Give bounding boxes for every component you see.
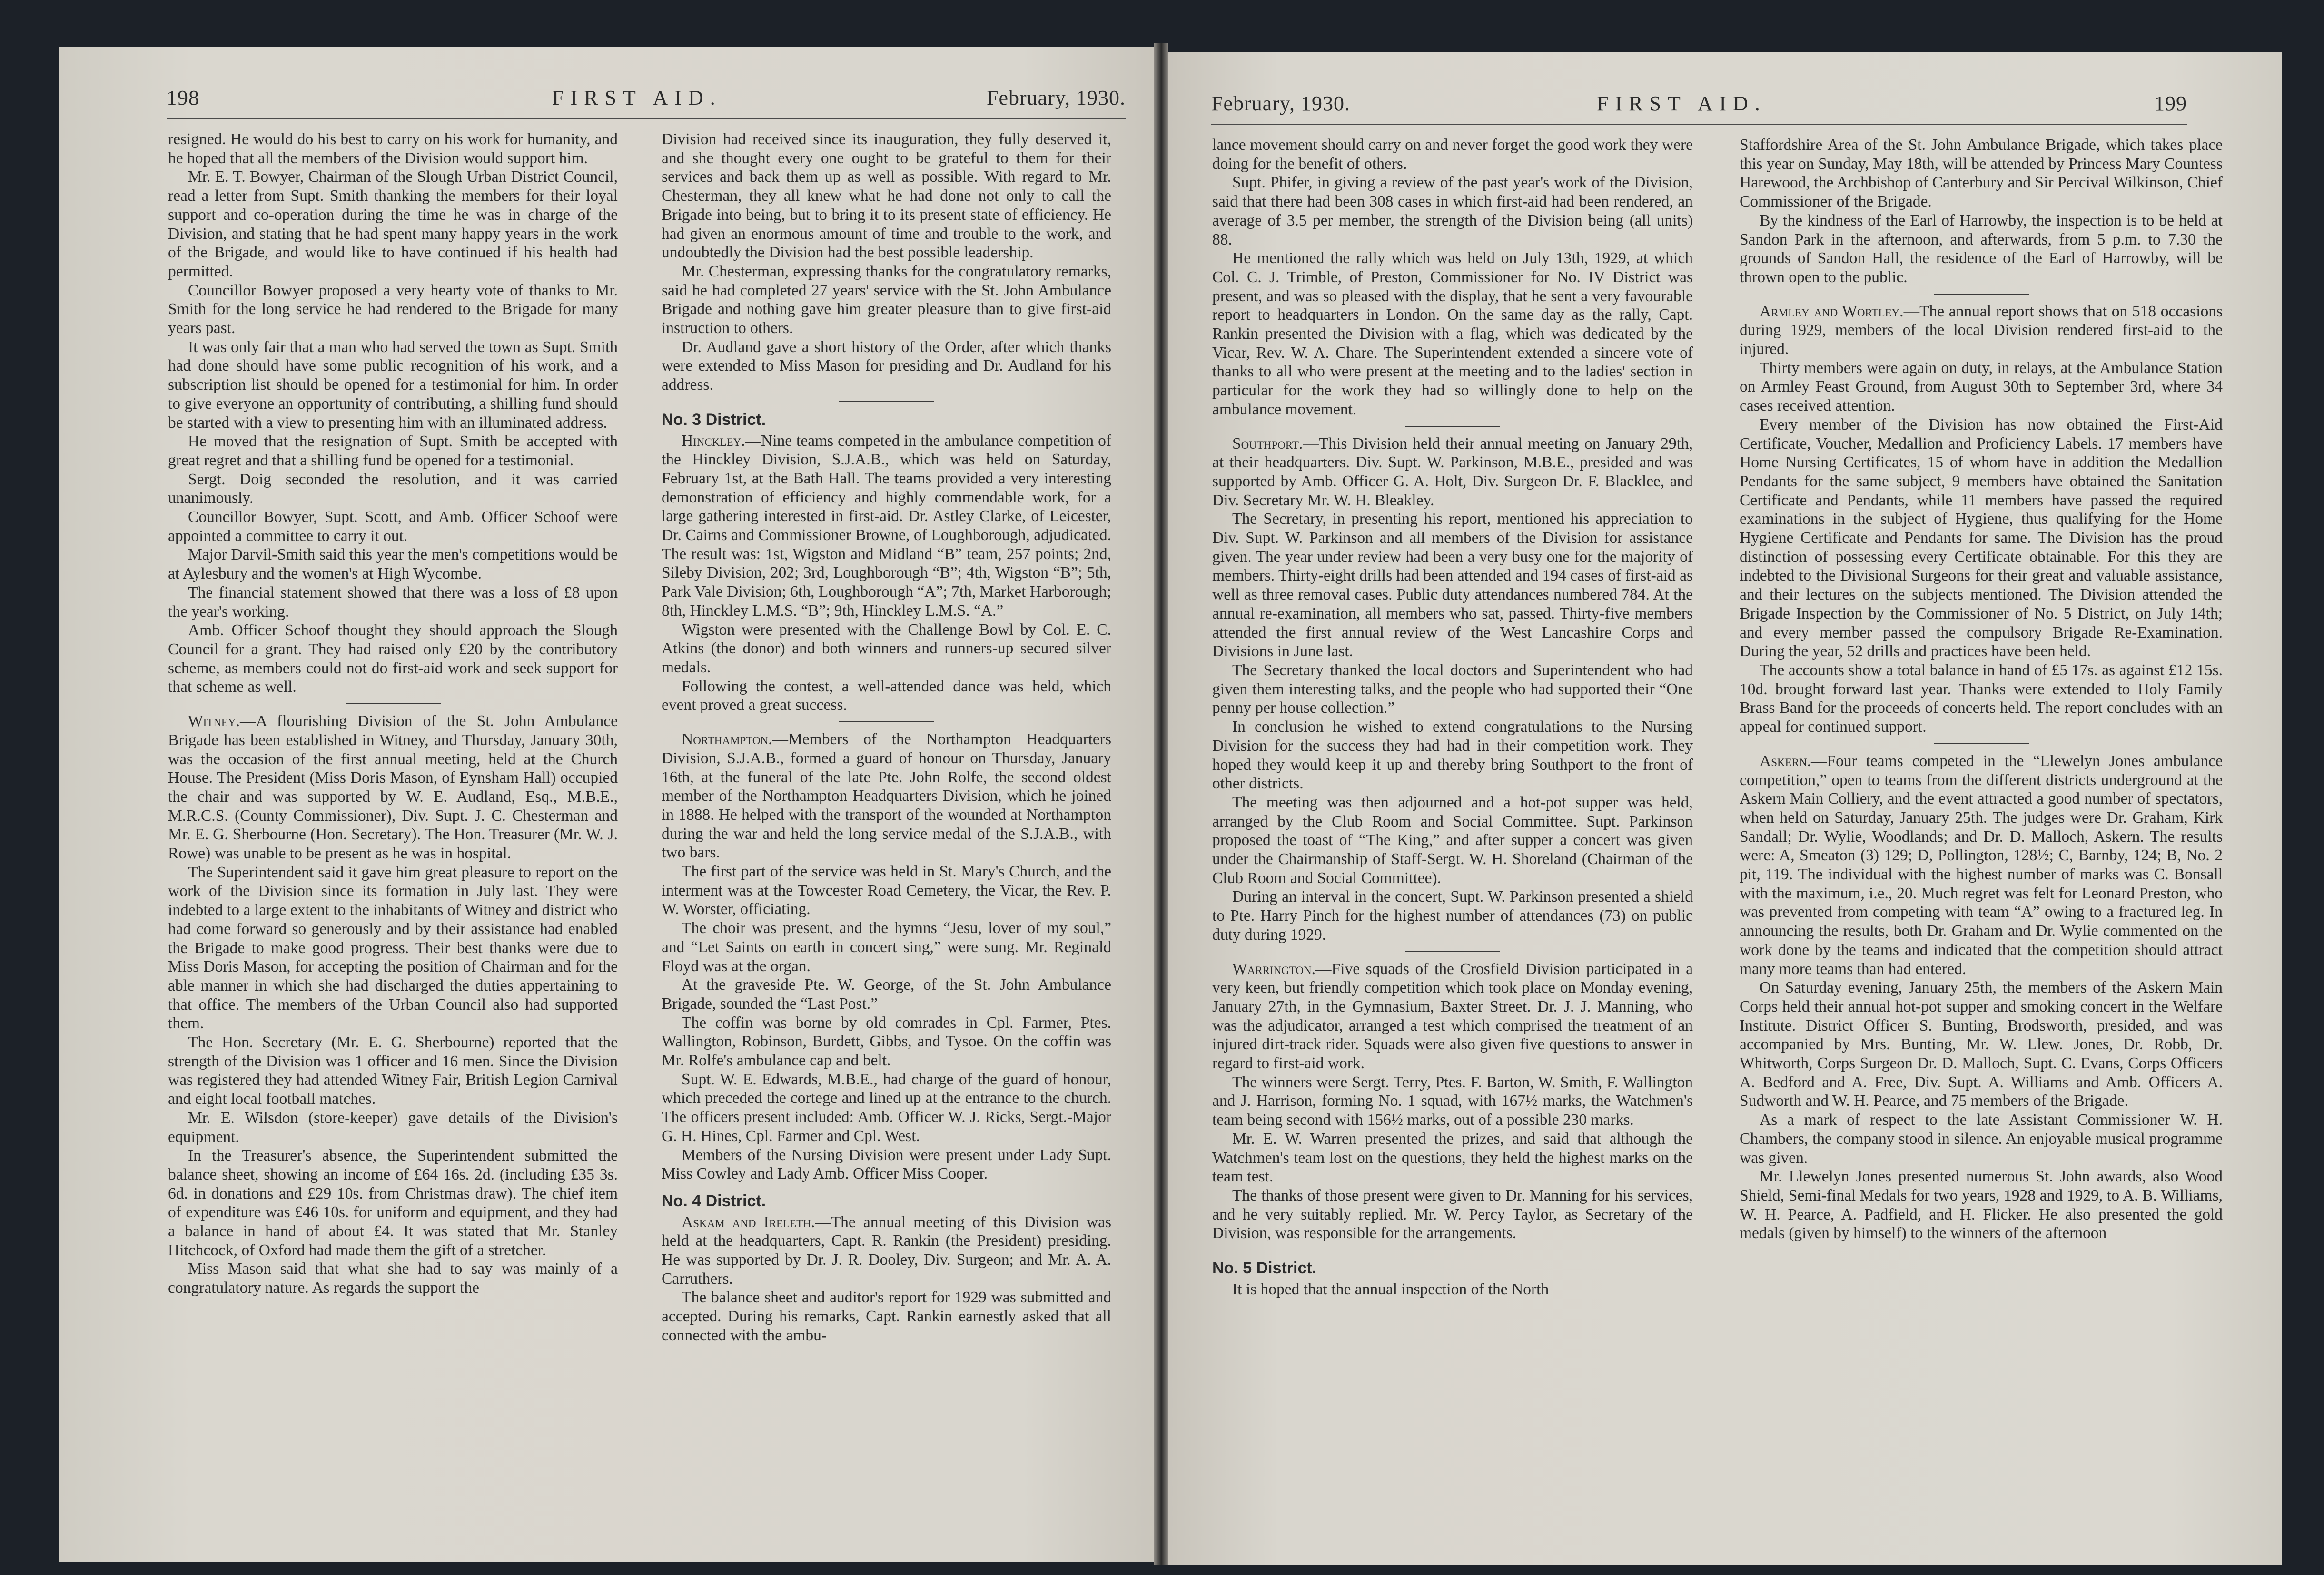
section-rule (1934, 743, 2029, 744)
paragraph: Sergt. Doig seconded the resolution, and it was carried unanimously. (168, 470, 618, 507)
paragraph: It is hoped that the annual inspection of the North (1232, 1280, 1549, 1298)
paragraph: The Secretary thanked the local doctors and Superintendent who had given them interesting talks, and the people who had supported their “One penny per house collection.” (1212, 661, 1693, 717)
paragraph: The first part of the service was held in St. Mary's Church, and the interment was at the Towcester Road Cemetery, the Vicar, the Rev. P. W. Worster, officiating. (662, 863, 1111, 918)
paragraph: Mr. E. W. Warren presented the prizes, and said that although the Watchmen's team lost on the questions, they held the highest marks on the team test. (1212, 1130, 1693, 1186)
place-heading: Askam and Ireleth. (682, 1213, 815, 1231)
paragraph: Hinckley.—Nine teams competed in the ambulance competition of the Hinckley Division, S.J.A.B., which was held on Saturday, February 1st, at the Bath Hall. The teams provided a very interesting demonstration of efficiency and highly commendable work, for a large gathering interested in first-aid. Dr. Astley Clarke, of Leicester, Dr. Cairns and Commissioner Browne, of Loughborough, adjudicated. The result was: 1st, Wigston and Midland “B” team, 257 points; 2nd, Sileby Division, 202; 3rd, Loughborough “B”; 4th, Wigston “B”; 5th, Park Vale Division; 6th, Loughborough “A”; 7th, Market Harborough; 8th, Hinckley L.M.S. “B”; 9th, Hinckley L.M.S. “A.” (662, 432, 1111, 620)
paragraph: Major Darvil-Smith said this year the men's competitions would be at Aylesbury and the women's at High Wycombe. (168, 546, 618, 583)
place-heading: Armley and Wortley. (1760, 302, 1904, 320)
paragraph: lance movement should carry on and never forget the good work they were doing for the benefit of others. (1212, 136, 1693, 173)
right-column-1 (1212, 136, 1693, 1299)
paragraph: The winners were Sergt. Terry, Ptes. F. Barton, W. Smith, F. Wallington and J. Harrison, forming No. 1 squad, with 167½ marks, the Watchmen's team being second with 156½ marks, out of a possible 230 marks. (1212, 1073, 1693, 1129)
paragraph: Members of the Nursing Division were present under Lady Supt. Miss Cowley and Lady Amb. Officer Miss Cooper. (662, 1146, 1111, 1183)
paragraph: On Saturday evening, January 25th, the members of the Askern Main Corps held their annual hot-pot supper and smoking concert in the Welfare Institute. District Officer S. Bunting, Brodsworth, presided, and was accompanied by Mrs. Bunting, Mr. W. Llew. Jones, Dr. Robb, Dr. Whitworth, Corps Surgeon Dr. D. Malloch, Supt. C. Evans, Corps Officers A. Bedford and A. Free, Div. Supt. A. Williams and Amb. Officers A. Sudworth and W. H. Pearce, and 75 members of the Brigade. (1740, 979, 2223, 1110)
book-gutter (1154, 43, 1168, 1565)
paragraph: Supt. W. E. Edwards, M.B.E., had charge of the guard of honour, which preceded the cortege and lined up at the entrance to the church. The officers present included: Amb. Officer W. J. Ricks, Sergt.-Major G. H. Hines, Cpl. Farmer and Cpl. West. (662, 1070, 1111, 1145)
issue-date: February, 1930. (987, 86, 1126, 109)
paragraph: The Hon. Secretary (Mr. E. G. Sherbourne) reported that the strength of the Division was 1 officer and 16 men. Since the Division was registered they had attended Witney Fair, British Legion Carnival and eight local football matches. (168, 1034, 618, 1108)
section-rule (1934, 294, 2029, 295)
right-page (1168, 52, 2282, 1565)
district-heading: No. 4 District. (662, 1191, 766, 1210)
paragraph: Wigston were presented with the Challenge Bowl by Col. E. C. Atkins (the donor) and both winners and runners-up secured silver medals. (662, 620, 1111, 676)
paragraph: Councillor Bowyer proposed a very hearty vote of thanks to Mr. Smith for the long service he had rendered to the Brigade for many years past. (168, 281, 618, 337)
section-rule (1405, 426, 1500, 427)
paragraph: The thanks of those present were given to Dr. Manning for his services, and he very suitably replied. Mr. W. Percy Taylor, as Secretary of the Division, was responsible for the arrangements. (1212, 1186, 1693, 1242)
paragraph: The balance sheet and auditor's report for 1929 was submitted and accepted. During his remarks, Capt. Rankin earnestly asked that all connected with the ambu- (662, 1289, 1111, 1344)
paragraph: By the kindness of the Earl of Harrowby, the inspection is to be held at Sandon Park in the afternoon, and afterwards, from 5 p.m. to 7.30 the grounds of Sandon Hall, the residence of the Earl of Harrowby, will be thrown open to the public. (1740, 211, 2223, 286)
paragraph: During an interval in the concert, Supt. W. Parkinson presented a shield to Pte. Harry Pinch for the highest number of attendances (73) on public duty during 1929. (1212, 888, 1693, 944)
paragraph: Warrington.—Five squads of the Crosfield Division participated in a very keen, but friendly competition which took place on Monday evening, January 27th, in the Gymnasium, Baxter Street. Dr. J. J. Manning, who was the adjudicator, arranged a test which comprised the treatment of an injured dirt-track rider. Squads were also given five questions to answer in regard to first-aid work. (1212, 960, 1693, 1073)
paragraph: Mr. E. Wilsdon (store-keeper) gave details of the Division's equipment. (168, 1109, 618, 1146)
left-page (59, 47, 1154, 1562)
paragraph: resigned. He would do his best to carry on his work for humanity, and he hoped that all the members of the Division would support him. (168, 130, 618, 167)
place-heading: Askern. (1760, 752, 1811, 770)
district-heading: No. 3 District. (662, 410, 766, 429)
running-title: FIRST AID. (552, 86, 722, 109)
left-column-1 (168, 130, 618, 1298)
paragraph: At the graveside Pte. W. George, of the St. John Ambulance Brigade, sounded the “Last Post.” (662, 976, 1111, 1013)
paragraph: In the Treasurer's absence, the Superintendent submitted the balance sheet, showing an income of £64 16s. 2d. (including £35 3s. 6d. in donations and £29 10s. from Christmas draw). The chief item of expenditure was £46 10s. for uniform and equipment, and they had a balance in hand of about £4. It was stated that Mr. Stanley Hitchcock, of Oxford had made them the gift of a stretcher. (168, 1147, 618, 1259)
paragraph: Southport.—This Division held their annual meeting on January 29th, at their headquarters. Div. Supt. W. Parkinson, M.B.E., presided and was supported by Amb. Officer G. A. Holt, Div. Surgeon Dr. F. Blacklee, and Div. Secretary Mr. W. H. Bleakley. (1212, 434, 1693, 509)
paragraph: Dr. Audland gave a short history of the Order, after which thanks were extended to Miss Mason for presiding and Dr. Audland for his address. (662, 338, 1111, 394)
paragraph: The accounts show a total balance in hand of £5 17s. as against £12 15s. 10d. brought forward last year. Thanks were extended to Holy Family Brass Band for the proceeds of concerts held. The report concludes with an appeal for continued support. (1740, 661, 2223, 736)
paragraph: Mr. E. T. Bowyer, Chairman of the Slough Urban District Council, read a letter from Supt. Smith thanking the members for their loyal support and co-operation during the time he was in charge of the Division, and stating that he had spent many happy years in the work of the Brigade, and would like to have continued if his health had permitted. (168, 168, 618, 280)
paragraph: Every member of the Division has now obtained the First-Aid Certificate, Voucher, Medallion and Proficiency Labels. 17 members have Home Nursing Certificates, 15 of whom have in addition the Medallion Pendants for the same subject, 9 members have obtained the Sanitation Certificate and Pendants, while 11 members have passed the required examinations in the subject of Hygiene, thus qualifying for the Home Hygiene Certificate and Pendants for same. The Division has the proud distinction of possessing every Certificate obtainable. For this they are indebted to the Divisional Surgeons for their great and valuable assistance, and their lectures on the subjects mentioned. The Division attended the Brigade Inspection by the Commissioner of No. 5 District, on July 14th; and every member passed the compulsory Brigade Re-Examination. During the year, 52 drills and practices have been held. (1740, 415, 2223, 660)
paragraph: The Secretary, in presenting his report, mentioned his appreciation to Div. Supt. W. Parkinson and all members of the Division for assistance given. The year under review had been a very busy one for the majority of members. Thirty-eight drills had been attended and 194 cases of first-aid as well as three removal cases. Public duty attendances numbered 784. At the annual re-examination, all members who sat, passed. Thirty-five members attended the first annual review of the West Lancashire Corps and Divisions in June last. (1212, 510, 1693, 660)
paragraph: The meeting was then adjourned and a hot-pot supper was held, arranged by the Club Room and Social Committee. Supt. Parkinson proposed the toast of “The King,” and after supper a concert was given under the Chairmanship of Staff-Sergt. W. H. Shoreland (Chairman of the Club Room and Social Committee). (1212, 793, 1693, 887)
section-rule (1405, 951, 1500, 952)
paragraph: Amb. Officer Schoof thought they should approach the Slough Council for a grant. They had raised only £20 by the contributory scheme, as members could not do first-aid work and seek support for that scheme as well. (168, 621, 618, 696)
paragraph: Askern.—Four teams competed in the “Llewelyn Jones ambulance competition,” open to teams from the different districts underground at the Askern Main Colliery, and the event attracted a good number of spectators, when held on Saturday, January 25th. The judges were Dr. Graham, Kirk Sandall; Dr. Wylie, Woodlands; and Dr. D. Malloch, Askern. The results were: A, Smeaton (3) 129; D, Pollington, 128½; C, Barnby, 124; B, No. 2 pit, 119. The individual with the highest number of marks was C. Bonsall with the maximum, i.e., 20. Much regret was felt for Leonard Preston, who was prevented from competing with team “A” owing to a fractured leg. In announcing the results, both Dr. Graham and Dr. Wylie commented on the work done by the teams and indicated that the competition should attract many more teams than had entered. (1740, 752, 2223, 978)
paragraph: He mentioned the rally which was held on July 13th, 1929, at which Col. C. J. Trimble, of Preston, Commissioner for No. IV District was present, and was so pleased with the display, that he sent a very favourable report to headquarters in London. On the same day as the rally, Capt. Rankin presented the Division with a flag, which was dedicated by the Vicar, Rev. W. A. Chare. The Superintendent extended a sincere vote of thanks to all who were present at the meeting and to the ladies' section in particular for the work they had so willingly done to help on the ambulance movement. (1212, 249, 1693, 418)
paragraph: He moved that the resignation of Supt. Smith be accepted with great regret and that a shilling fund be opened for a testimonial. (168, 433, 618, 469)
page-number: 199 (2154, 92, 2187, 115)
paragraph: Witney.—A flourishing Division of the St. John Ambulance Brigade has been established in Witney, and Thursday, January 30th, was the occasion of the first annual meeting, held at the Church House. The President (Miss Doris Mason, of Eynsham Hall) occupied the chair and was supported by W. E. Audland, Esq., M.B.E., M.R.C.S. (County Commissioner), Div. Supt. J. C. Chesterman and Mr. E. G. Sherbourne (Hon. Secretary). The Hon. Treasurer (Mr. W. J. Rowe) was unable to be present as he was in hospital. (168, 712, 618, 863)
paragraph: Councillor Bowyer, Supt. Scott, and Amb. Officer Schoof were appointed a committee to carry it out. (168, 508, 618, 545)
right-page-header (1211, 52, 2187, 125)
place-heading: Northampton. (682, 730, 772, 748)
paragraph: Mr. Llewelyn Jones presented numerous St. John awards, also Wood Shield, Semi-final Medals for two years, 1928 and 1929, to A. B. Williams, W. H. Pearce, A. Padfield, and H. Flicker. He also presented the gold medals (given by himself) to the winners of the afternoon (1740, 1168, 2223, 1242)
paragraph: Thirty members were again on duty, in relays, at the Ambulance Station on Armley Feast Ground, from August 30th to September 3rd, where 34 cases received attention. (1740, 359, 2223, 415)
issue-date: February, 1930. (1211, 92, 1350, 115)
paragraph: Armley and Wortley.—The annual report shows that on 518 occasions during 1929, members of the local Division rendered first-aid to the injured. (1740, 302, 2223, 358)
section-rule (346, 703, 441, 704)
paragraph: The financial statement showed that there was a loss of £8 upon the year's working. (168, 583, 618, 620)
right-column-2 (1740, 136, 2223, 1243)
place-heading: Hinckley. (682, 432, 745, 450)
place-heading: Witney. (188, 712, 240, 730)
running-title: FIRST AID. (1597, 92, 1767, 115)
paragraph: Mr. Chesterman, expressing thanks for the congratulatory remarks, said he had completed 27 years' service with the St. John Ambulance Brigade and nothing gave him greater pleasure than to give first-aid instruction to others. (662, 262, 1111, 337)
section-rule (839, 721, 934, 722)
page-number: 198 (167, 86, 199, 109)
place-heading: Warrington. (1232, 960, 1316, 978)
section-rule (839, 401, 934, 402)
district-heading: No. 5 District. (1212, 1259, 1317, 1278)
paragraph: The coffin was borne by old comrades in Cpl. Farmer, Ptes. Wallington, Robinson, Burdett, Gibbs, and Tysoe. On the coffin was Mr. Rolfe's ambulance cap and belt. (662, 1014, 1111, 1070)
paragraph: Miss Mason said that what she had to say was mainly of a congratulatory nature. As regards the support the (168, 1260, 618, 1297)
left-column-2 (662, 130, 1111, 1345)
place-heading: Southport. (1232, 434, 1303, 453)
left-page-header (167, 47, 1126, 119)
paragraph: In conclusion he wished to extend congratulations to the Nursing Division for the success they had had in their competition work. They hoped they would keep it up and thereby bring Southport to the front of other districts. (1212, 718, 1693, 793)
paragraph: Askam and Ireleth.—The annual meeting of this Division was held at the headquarters, Capt. R. Rankin (the President) presiding. He was supported by Dr. J. R. Dooley, Div. Surgeon; and Mr. A. A. Carruthers. (662, 1213, 1111, 1288)
paragraph: Division had received since its inauguration, they fully deserved it, and she thought every one ought to be grateful to them for their services and back them up as well as possible. With regard to Mr. Chesterman, they all knew what he had done not only to call the Brigade into being, but to bring it to its present state of efficiency. He had given an enormous amount of time and trouble to the work, and undoubtedly the Division had the best possible leadership. (662, 130, 1111, 262)
paragraph: The choir was present, and the hymns “Jesu, lover of my soul,” and “Let Saints on earth in concert sing,” were sung. Mr. Reginald Floyd was at the organ. (662, 919, 1111, 975)
paragraph: Staffordshire Area of the St. John Ambulance Brigade, which takes place this year on Sunday, May 18th, will be attended by Princess Mary Countess Harewood, the Archbishop of Canterbury and Sir Percival Wilkinson, Chief Commissioner of the Brigade. (1740, 136, 2223, 211)
paragraph: Supt. Phifer, in giving a review of the past year's work of the Division, said that there had been 308 cases in which first-aid had been rendered, an average of 3.5 per member, the strength of the Division being (all units) 88. (1212, 174, 1693, 248)
paragraph: Following the contest, a well-attended dance was held, which event proved a great success. (662, 677, 1111, 714)
paragraph: Northampton.—Members of the Northampton Headquarters Division, S.J.A.B., formed a guard of honour on Thursday, January 16th, at the funeral of the late Pte. John Rolfe, the second oldest member of the Northampton Headquarters Division, which he joined in 1888. He helped with the transport of the wounded at Northampton during the war and held the long service medal of the S.J.A.B., with two bars. (662, 730, 1111, 862)
paragraph: The Superintendent said it gave him great pleasure to report on the work of the Division since its formation in July last. They were indebted to a large extent to the inhabitants of Witney and district who had come forward so generously and by their assistance had enabled the Brigade to make good progress. Their best thanks were due to Miss Doris Mason, for accepting the position of Chairman and for the able manner in which she had discharged the duties appertaining to that office. The members of the Urban Council also had supported them. (168, 863, 618, 1033)
paragraph: It was only fair that a man who had served the town as Supt. Smith had done should have some public recognition of his work, and a subscription list should be opened for a testimonial for him. In order to give everyone an opportunity of contributing, a shilling fund should be started with a view to presenting him with an illuminated address. (168, 338, 618, 432)
paragraph: As a mark of respect to the late Assistant Commissioner W. H. Chambers, the company stood in silence. An enjoyable musical programme was given. (1740, 1111, 2223, 1167)
